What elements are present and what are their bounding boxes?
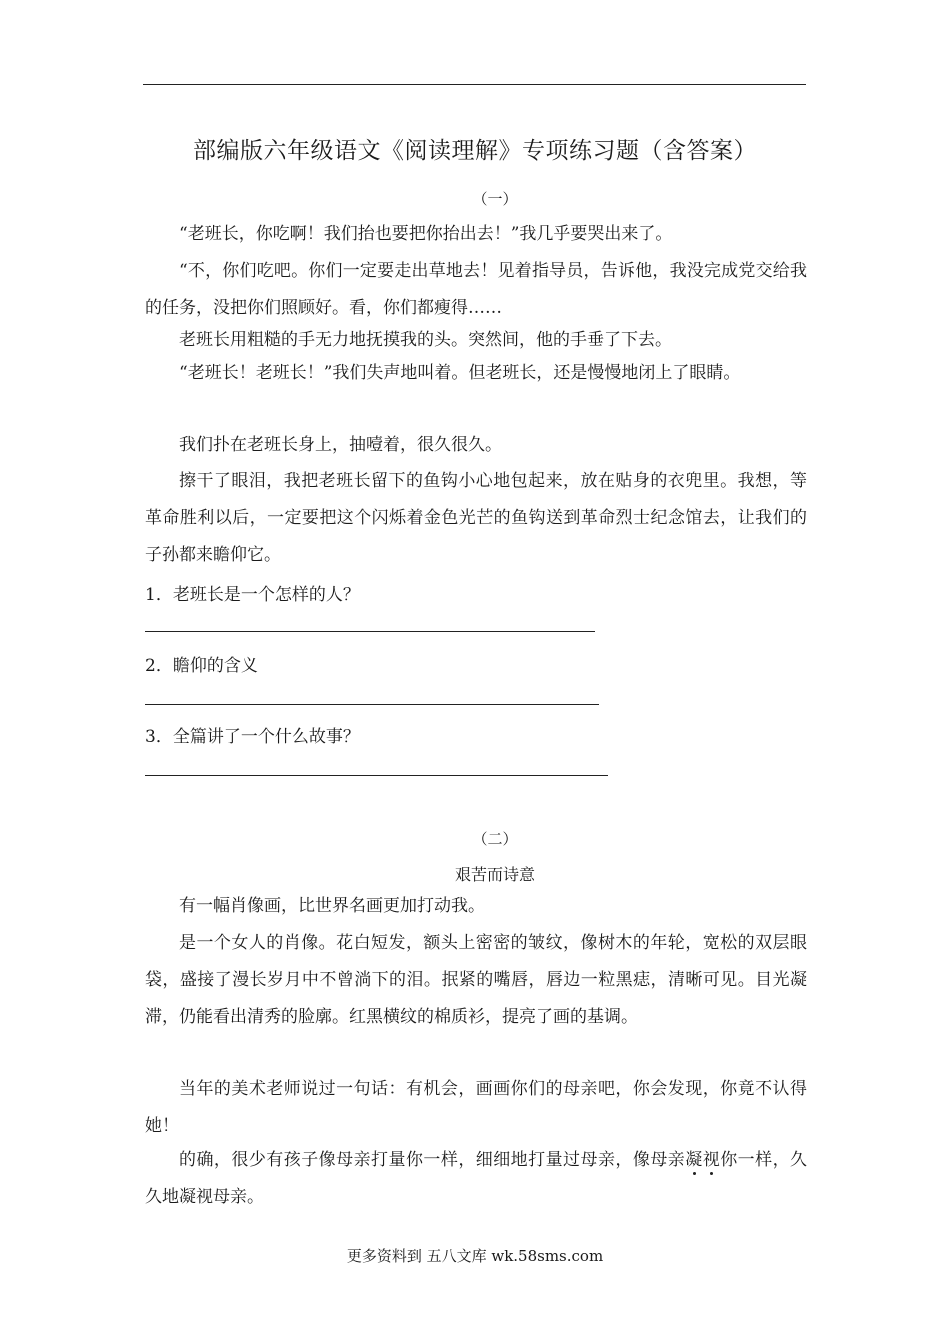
answer-line-2[interactable] bbox=[145, 704, 599, 705]
question-1: 1．老班长是一个怎样的人？ bbox=[145, 585, 360, 605]
paragraph: 老班长用粗糙的手无力地抚摸我的头。突然间，他的手垂了下去。 bbox=[179, 330, 672, 350]
paragraph: 擦干了眼泪，我把老班长留下的鱼钩小心地包起来，放在贴身的衣兜里。我想，等革命胜利以后，一定要把这个闪烁着金色光芒的鱼钩送到革命烈士纪念馆去，让我们的子孙都来瞻仰它。 bbox=[145, 471, 807, 565]
section-2-heading: （二） bbox=[472, 830, 518, 848]
paragraph: 当年的美术老师说过一句话：有机会，画画你们的母亲吧，你会发现，你竟不认得她！ bbox=[145, 1079, 807, 1136]
question-2: 2．瞻仰的含义 bbox=[145, 656, 258, 676]
emphasis-dot-char: 凝 bbox=[685, 1150, 703, 1170]
footer-text: 更多资料到 五八文库 wk.58sms.com bbox=[346, 1247, 604, 1265]
page-title: 部编版六年级语文《阅读理解》专项练习题（含答案） bbox=[193, 138, 757, 164]
question-3: 3．全篇讲了一个什么故事？ bbox=[145, 727, 360, 747]
paragraph: 的确，很少有孩子像母亲打量你一样，细细地打量过母亲，像母亲凝视你一样，久久地凝视母亲。 bbox=[145, 1150, 808, 1207]
paragraph: “老班长，你吃啊！我们抬也要把你抬出去！”我几乎要哭出来了。 bbox=[179, 224, 673, 244]
section-1-heading: （一） bbox=[472, 190, 518, 208]
section-2-subtitle: 艰苦而诗意 bbox=[454, 865, 535, 884]
paragraph: 有一幅肖像画，比世界名画更加打动我。 bbox=[179, 896, 485, 916]
header-rule bbox=[143, 84, 806, 85]
paragraph: 我们扑在老班长身上，抽噎着，很久很久。 bbox=[179, 435, 502, 455]
paragraph: 是一个女人的肖像。花白短发，额头上密密的皱纹，像树木的年轮，宽松的双层眼袋，盛接了漫长岁月中不曾淌下的泪。抿紧的嘴唇，唇边一粒黑痣，清晰可见。目光凝滞，仍能看出清秀的脸廓。红黑横纹的棉质衫，提亮了画的基调。 bbox=[145, 933, 807, 1027]
answer-line-1[interactable] bbox=[145, 631, 595, 632]
paragraph: “不，你们吃吧。你们一定要走出草地去！见着指导员，告诉他，我没完成党交给我的任务，没把你们照顾好。看，你们都瘦得…… bbox=[145, 261, 807, 318]
emphasis-dot-char: 视 bbox=[702, 1150, 721, 1170]
answer-line-3[interactable] bbox=[145, 775, 608, 776]
paragraph: “老班长！老班长！”我们失声地叫着。但老班长，还是慢慢地闭上了眼睛。 bbox=[179, 363, 741, 383]
